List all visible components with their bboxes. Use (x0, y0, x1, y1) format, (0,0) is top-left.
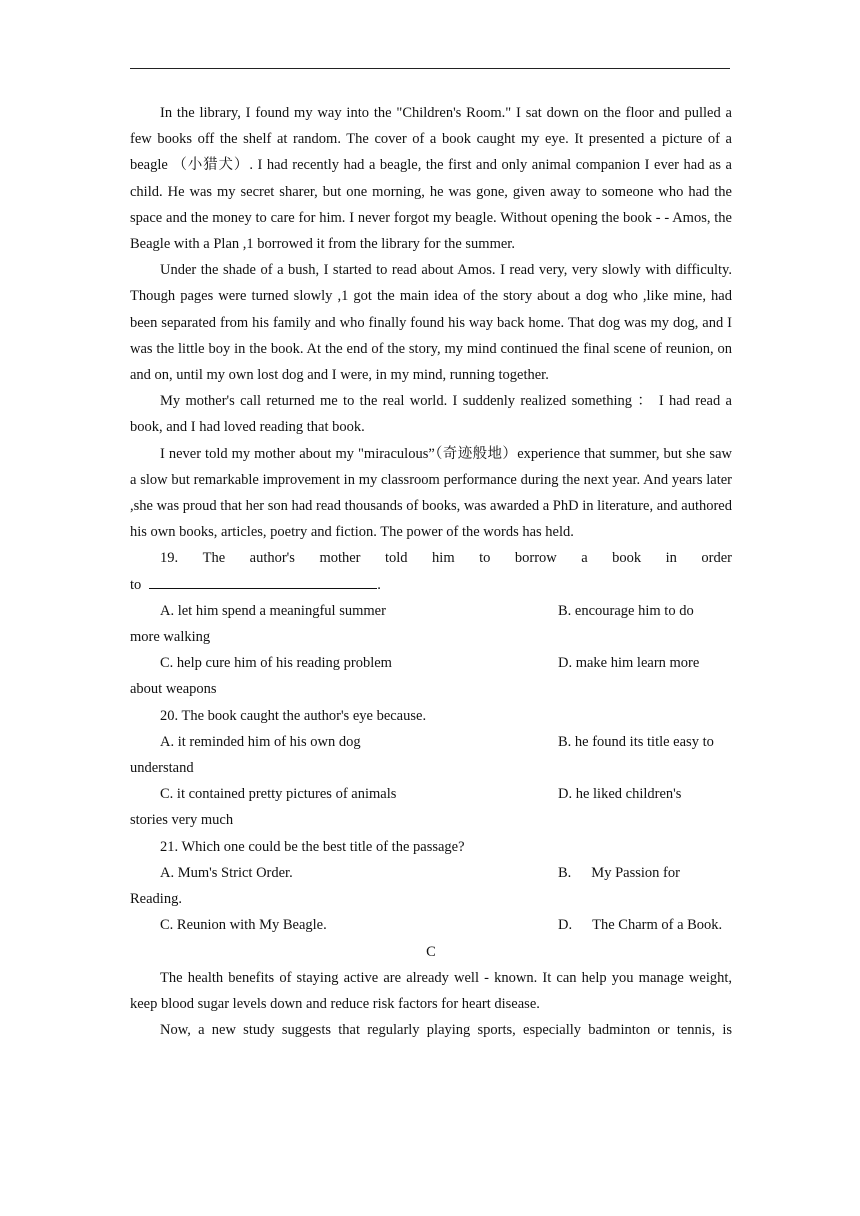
passage-paragraph: In the library, I found my way into the "Children's Room." I sat down on the floor and pulled a few books off the shelf at random. The cover of a book caught my eye. It presented a picture of a beagle （小猎犬）. I had recently had a beagle, the first and only animal companion I ever had as a child. He was my secret sharer, but one morning, he was gone, given away to someone who had the space and the money to care for him. I never forgot my beagle. Without opening the book - - Amos, the Beagle with a Plan ,1 borrowed it from the library for the summer. (130, 105, 732, 253)
option-row (130, 781, 732, 833)
option-b-continued: more walking (130, 629, 211, 646)
document-body (130, 100, 732, 1043)
question-19-stem (130, 545, 732, 571)
option-b[interactable]: B. encourage him to do (558, 602, 694, 619)
header-rule (130, 68, 730, 69)
passage-paragraph: My mother's call returned me to the real world. I suddenly realized something ： I had read a book, and I had loved reading that book. (130, 393, 732, 436)
option-row (130, 729, 732, 781)
answer-blank[interactable] (149, 574, 377, 589)
option-b-continued: understand (130, 760, 194, 777)
stem-word: mother (319, 550, 361, 567)
option-row (130, 860, 732, 912)
passage-paragraph: Under the shade of a bush, I started to read about Amos. I read very, very slowly with difficulty. Though pages were turned slowly ,1 got the main idea of the story about a dog who ,like mine, had been separated from his family and who finally found his way back home. That dog was my dog, and I was the little boy in the book. At the end of the story, my mind continued the final scene of reunion, on and on, until my own lost dog and I were, in my mind, running together. (130, 262, 732, 384)
option-row (130, 912, 732, 938)
option-row (130, 598, 732, 650)
option-d[interactable]: D. he liked children's (558, 786, 682, 803)
question-20-stem: 20. The book caught the author's eye because. (160, 707, 427, 724)
passage-paragraph: I never told my mother about my "miraculous”（奇迹般地）experience that summer, but she saw a slow but remarkable improvement in my classroom performance during the next year. And years later ,she was proud that her son had read thousands of books, was awarded a PhD in literature, and authored his own books, articles, poetry and fiction. The power of the words has held. (130, 445, 732, 541)
option-row (130, 650, 732, 702)
option-a[interactable]: A. let him spend a meaningful summer (160, 602, 386, 619)
option-b-continued: Reading. (130, 891, 182, 908)
option-c[interactable]: C. Reunion with My Beagle. (160, 917, 327, 934)
option-b[interactable] (558, 860, 680, 886)
stem-word: him (432, 550, 455, 567)
option-d-continued: about weapons (130, 681, 217, 698)
question-21-stem: 21. Which one could be the best title of the passage? (160, 838, 465, 855)
option-b[interactable]: B. he found its title easy to (558, 733, 714, 750)
option-c[interactable]: C. it contained pretty pictures of animals (160, 786, 397, 803)
stem-word: in (665, 550, 677, 567)
option-c[interactable]: C. help cure him of his reading problem (160, 655, 392, 672)
section-c-heading: C (426, 943, 436, 960)
option-text: My Passion for (591, 864, 680, 881)
stem-word: book (612, 550, 642, 567)
option-text: The Charm of a Book. (592, 917, 723, 934)
stem-word: to (479, 550, 491, 567)
stem-word: 19. (160, 550, 179, 567)
stem-word: order (701, 550, 732, 567)
option-letter: B. (558, 864, 572, 881)
passage-paragraph: The health benefits of staying active are already well - known. It can help you manage weight, keep blood sugar levels down and reduce risk factors for heart disease. (130, 969, 732, 1012)
stem-word: told (385, 550, 408, 567)
passage-paragraph: Now, a new study suggests that regularly playing sports, especially badminton or tennis, is (160, 1022, 732, 1039)
stem-word: a (581, 550, 588, 567)
option-a[interactable]: A. Mum's Strict Order. (160, 864, 293, 881)
option-a[interactable]: A. it reminded him of his own dog (160, 733, 361, 750)
option-d[interactable]: D. make him learn more (558, 655, 700, 672)
stem-word: author's (249, 550, 295, 567)
stem-word: borrow (514, 550, 557, 567)
question-19-blank-line (130, 572, 732, 598)
stem-word: The (202, 550, 226, 567)
stem-word: to (130, 576, 142, 593)
option-d[interactable] (558, 912, 722, 938)
stem-period: . (377, 576, 381, 593)
option-letter: D. (558, 917, 573, 934)
option-d-continued: stories very much (130, 812, 234, 829)
